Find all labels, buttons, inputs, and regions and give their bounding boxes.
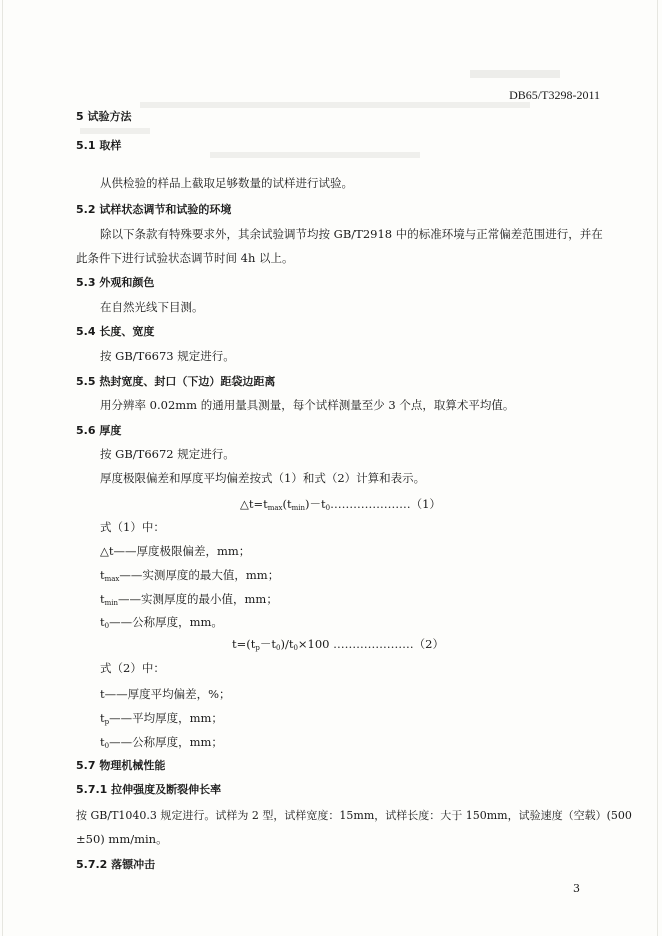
equation-1: $\triangle t=t_{max}(t_{min})-t_0\dots\dots\dots\dots\dots\dots\dots(1)$ <box>240 497 441 512</box>
section-heading: 5.7 物理机械性能 <box>76 759 166 772</box>
section-heading: 5 试验方法 <box>76 110 132 123</box>
paragraph: 此条件下进行试验状态调节时间 4h 以上。 <box>76 251 294 265</box>
bleed-through <box>210 152 420 158</box>
paragraph: 除以下条款有特殊要求外，其余试验调节均按 GB/T2918 中的标准环境与正常偏差范围进行，并在 <box>100 227 603 241</box>
section-heading: 5.6 厚度 <box>76 424 122 437</box>
section-heading: 5.7.2 落镖冲击 <box>76 858 156 871</box>
paragraph: 厚度极限偏差和厚度平均偏差按式（1）和式（2）计算和表示。 <box>100 471 426 485</box>
bleed-through <box>80 128 150 134</box>
definition: $t_p——$平均厚度，mm； <box>100 711 223 726</box>
paragraph: 按 GB/T6673 规定进行。 <box>100 349 235 363</box>
paragraph: 按 GB/T1040.3 规定进行。试样为 2 型，试样宽度：15mm，试样长度：大于 150mm，试验速度（空载）(500 <box>76 809 632 822</box>
definition: $t_{max}——$实测厚度的最大值，mm； <box>100 568 280 583</box>
section-heading: 5.2 试样状态调节和试验的环境 <box>76 203 232 216</box>
definition: $t_0——$公称厚度，mm； <box>100 735 223 750</box>
equation-2: $t=(t_p-t_0)/t_0\times 100$ …………………（2） <box>232 637 444 652</box>
definition: t——厚度平均偏差，%； <box>100 687 231 701</box>
page-edge <box>657 0 658 936</box>
equation-legend: 式（2）中： <box>100 661 165 675</box>
definition: $t_0——$公称厚度，mm。 <box>100 615 223 630</box>
bleed-through <box>470 70 560 78</box>
paragraph: 从供检验的样品上截取足够数量的试样进行试验。 <box>100 176 353 190</box>
paragraph: ±50) mm/min。 <box>76 832 168 846</box>
definition: △t——厚度极限偏差，mm； <box>100 544 251 558</box>
section-heading: 5.3 外观和颜色 <box>76 276 155 289</box>
page-number: 3 <box>573 882 580 895</box>
page-edge <box>2 0 3 936</box>
definition: $t_{min}——$实测厚度的最小值，mm； <box>100 592 278 607</box>
paragraph: 按 GB/T6672 规定进行。 <box>100 447 235 461</box>
paragraph: 用分辨率 0.02mm 的通用量具测量，每个试样测量至少 3 个点，取算术平均值。 <box>100 398 515 412</box>
section-heading: 5.7.1 拉伸强度及断裂伸长率 <box>76 783 222 796</box>
paragraph: 在自然光线下目测。 <box>100 300 204 314</box>
section-heading: 5.4 长度、宽度 <box>76 325 155 338</box>
document-code: DB65/T3298-2011 <box>509 88 600 102</box>
equation-legend: 式（1）中： <box>100 520 165 534</box>
bleed-through <box>140 102 530 108</box>
section-heading: 5.1 取样 <box>76 139 122 152</box>
section-heading: 5.5 热封宽度、封口（下边）距袋边距离 <box>76 375 276 388</box>
